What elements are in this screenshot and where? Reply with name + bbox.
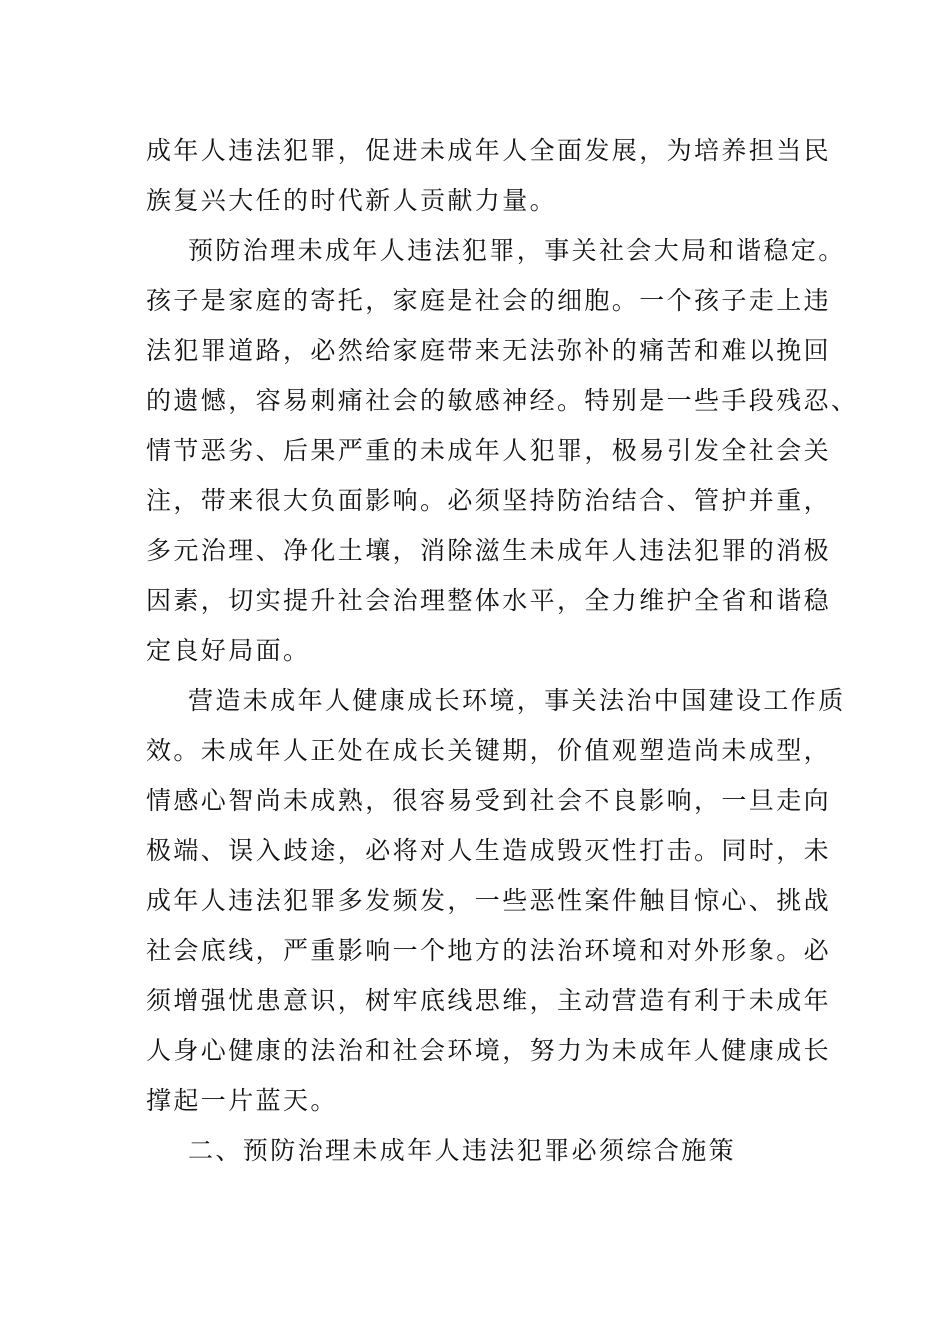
text-line: 的遗憾，容易刺痛社会的敏感神经。特别是一些手段残忍、 — [146, 386, 859, 415]
text-line: 法犯罪道路，必然给家庭带来无法弥补的痛苦和难以挽回 — [146, 336, 832, 365]
paragraph-start-line: 营造未成年人健康成长环境，事关法治中国建设工作质 — [188, 686, 846, 715]
paragraph-start-line: 预防治理未成年人违法犯罪，事关社会大局和谐稳定。 — [188, 236, 846, 265]
text-line: 极端、误入歧途，必将对人生造成毁灭性打击。同时，未 — [146, 836, 832, 865]
text-line: 孩子是家庭的寄托，家庭是社会的细胞。一个孩子走上违 — [146, 286, 832, 315]
text-line: 成年人违法犯罪多发频发，一些恶性案件触目惊心、挑战 — [146, 886, 832, 915]
text-line: 情感心智尚未成熟，很容易受到社会不良影响，一旦走向 — [146, 786, 832, 815]
text-line: 效。未成年人正处在成长关键期，价值观塑造尚未成型， — [146, 736, 832, 765]
text-line: 多元治理、净化土壤，消除滋生未成年人违法犯罪的消极 — [146, 536, 832, 565]
text-line: 定良好局面。 — [146, 636, 311, 665]
text-line: 因素，切实提升社会治理整体水平，全力维护全省和谐稳 — [146, 586, 832, 615]
text-line: 族复兴大任的时代新人贡献力量。 — [146, 186, 558, 215]
text-line: 撑起一片蓝天。 — [146, 1086, 338, 1115]
text-line: 须增强忧患意识，树牢底线思维，主动营造有利于未成年 — [146, 986, 832, 1015]
text-line: 成年人违法犯罪，促进未成年人全面发展，为培养担当民 — [146, 136, 832, 165]
section-heading: 二、预防治理未成年人违法犯罪必须综合施策 — [188, 1136, 737, 1165]
text-line: 情节恶劣、后果严重的未成年人犯罪，极易引发全社会关 — [146, 436, 832, 465]
text-line: 注，带来很大负面影响。必须坚持防治结合、管护并重， — [146, 486, 832, 515]
text-line: 人身心健康的法治和社会环境，努力为未成年人健康成长 — [146, 1036, 832, 1065]
text-line: 社会底线，严重影响一个地方的法治环境和对外形象。必 — [146, 936, 832, 965]
